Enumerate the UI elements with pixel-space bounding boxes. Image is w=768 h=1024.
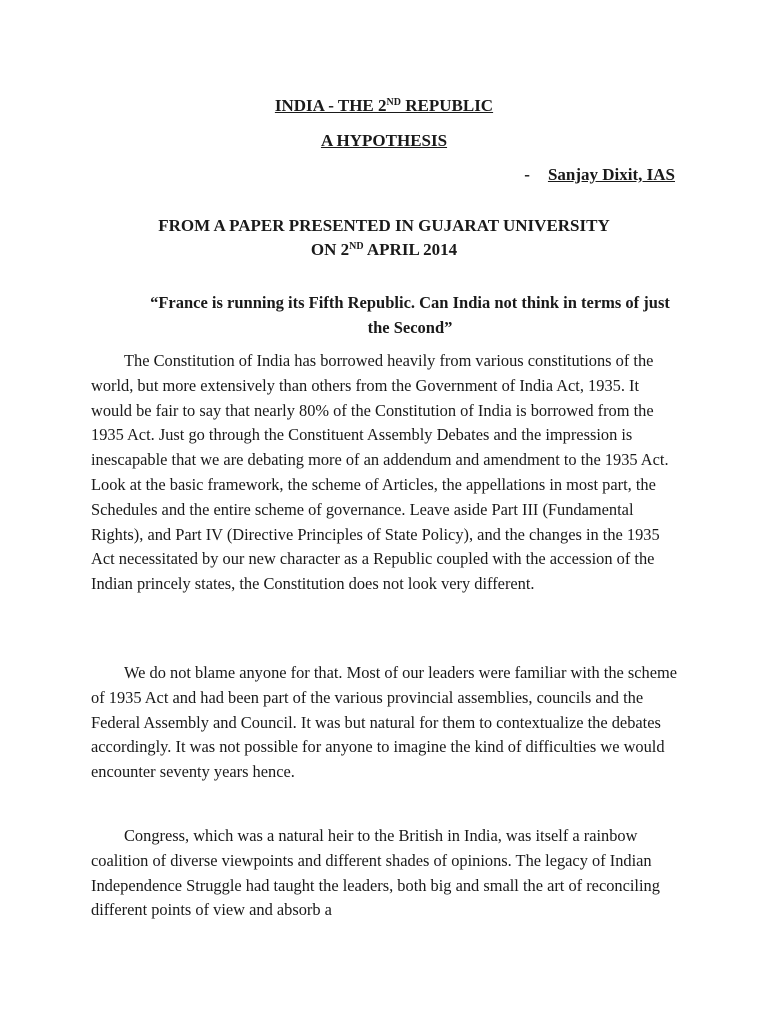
document-title-line2: A HYPOTHESIS bbox=[320, 131, 448, 150]
author-line bbox=[524, 165, 675, 185]
body-paragraph-2: We do not blame anyone for that. Most of our leaders were familiar with the scheme of 1935 Act and had been part of the various provincial assemblies, councils and the Federal Assembly and Council. It was but natural for them to contextualize the debates accordingly. It was not possible for anyone to imagine the kind of difficulties we would encounter seventy years hence. bbox=[91, 663, 678, 782]
title-text-a: INDIA - THE 2 bbox=[274, 96, 387, 115]
body-paragraph-1: The Constitution of India has borrowed heavily from various constitutions of the world, but more extensively than others from the Government of India Act, 1935. It would be fair to say that nearly 80% of the Constitution of India is borrowed from the 1935 Act. Just go through the Constituent Assembly Debates and the impression is inescapable that we are debating more of an addendum and amendment to the 1935 Act. Look at the basic framework, the scheme of Articles, the appellations in most part, the Schedules and the entire scheme of governance. Leave aside Part III (Fundamental Rights), and Part IV (Directive Principles of State Policy), and the changes in the 1935 Act necessitated by our new character as a Republic coupled with the accession of the Indian princely states, the Constitution does not look very different. bbox=[91, 351, 669, 594]
author-name: Sanjay Dixit, IAS bbox=[547, 165, 675, 184]
subtitle-line1: FROM A PAPER PRESENTED IN GUJARAT UNIVERSITY bbox=[158, 216, 610, 235]
title-superscript: ND bbox=[386, 97, 401, 108]
title-text-b: REPUBLIC bbox=[400, 96, 494, 115]
body-paragraph-3: Congress, which was a natural heir to the British in India, was itself a rainbow coalition of diverse viewpoints and different shades of opinions. The legacy of Indian Independence Struggle had taught the leaders, both big and small the art of reconciling different points of view and absorb a bbox=[91, 826, 660, 920]
subtitle-superscript: ND bbox=[349, 241, 364, 252]
document-subtitle bbox=[0, 214, 768, 262]
document-title-line1 bbox=[0, 96, 768, 116]
author-dash: - bbox=[524, 165, 530, 184]
subtitle-text-b: APRIL 2014 bbox=[363, 240, 458, 259]
subtitle-text-a: ON 2 bbox=[310, 240, 350, 259]
epigraph-quote: “France is running its Fifth Republic. Can India not think in terms of just the Second” bbox=[150, 293, 670, 337]
subtitle-line2 bbox=[0, 238, 768, 262]
